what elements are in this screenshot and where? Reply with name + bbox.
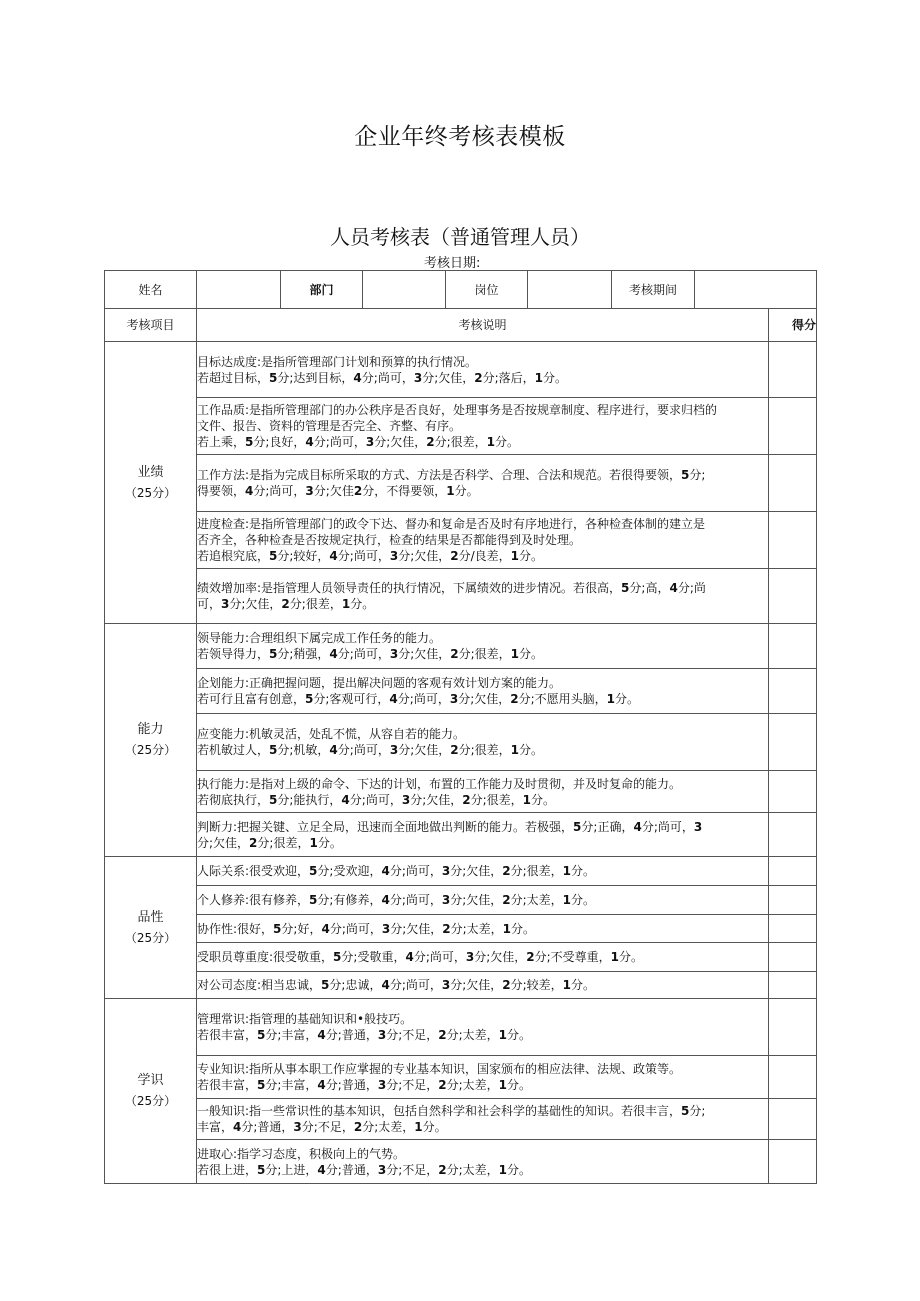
category-name: 学识 (137, 1073, 164, 1088)
criterion-text-line: 应变能力:机敏灵活，处乱不慌，从容自若的能力。 (197, 727, 466, 741)
score-cell[interactable] (769, 943, 817, 972)
criterion-text-line: 文件、报告、资料的管理是否完全、齐整、有序。 (197, 419, 462, 433)
evaluation-table (104, 270, 817, 1184)
criterion-description (197, 455, 769, 512)
criterion-row (105, 813, 817, 857)
assessment-date-label: 考核日期: (424, 256, 481, 271)
criterion-row (105, 1140, 817, 1184)
score-cell[interactable] (769, 342, 817, 398)
criterion-row (105, 398, 817, 455)
criterion-text-line: 受职员尊重度:很受敬重，5分;受敬重，4分;尚可，3分;欠佳，2分;不受尊重，1分。 (197, 950, 644, 964)
name-field[interactable] (197, 271, 281, 309)
criterion-text-line: 协作性:很好，5分;好，4分;尚可，3分;欠佳，2分;太差，1分。 (197, 921, 536, 936)
criterion-description (197, 624, 769, 669)
score-cell[interactable] (769, 857, 817, 886)
criterion-text-line: 一般知识:指一些常识性的基本知识，包括自然科学和社会科学的基础性的知识。若很丰言，5分; (197, 1104, 706, 1118)
criterion-description (197, 972, 769, 999)
criterion-text-line: 判断力:把握关键、立足全局，迅速而全面地做出判断的能力。若极强，5分;正确，4分;尚可，3 (197, 819, 703, 834)
score-cell[interactable] (769, 569, 817, 624)
criterion-row (105, 886, 817, 915)
criterion-row (105, 669, 817, 714)
column-header-row (105, 309, 817, 342)
item-column-header: 考核项目 (105, 309, 197, 342)
score-cell[interactable] (769, 771, 817, 813)
criterion-text-line: 否齐全，各种检查是否按规定执行，检查的结果是否都能得到及时处理。 (197, 533, 582, 547)
description-column-header: 考核说明 (197, 309, 769, 342)
criterion-text-line: 若领导得力，5分;稍强，4分;尚可，3分;欠佳，2分;很差，1分。 (197, 647, 544, 661)
score-cell[interactable] (769, 624, 817, 669)
category-points: （25分） (124, 1094, 177, 1108)
criterion-text-line: 若很丰富，5分;丰富，4分;普通，3分;不足，2分;太差，1分。 (197, 1078, 532, 1092)
criterion-row (105, 455, 817, 512)
position-label: 岗位 (446, 271, 528, 309)
criterion-text-line: 对公司态度:相当忠诚，5分;忠诚，4分;尚可，3分;欠佳，2分;较差，1分。 (197, 978, 596, 992)
criterion-row (105, 943, 817, 972)
criterion-description (197, 915, 769, 943)
criterion-row (105, 342, 817, 398)
criterion-text-line: 个人修养:很有修养，5分;有修养，4分;尚可，3分;欠佳，2分;太差，1分。 (197, 893, 596, 907)
criterion-row (105, 999, 817, 1056)
period-field[interactable] (695, 271, 817, 309)
criterion-text-line: 执行能力:是指对上级的命令、下达的计划，布置的工作能力及时贯彻，并及时复命的能力。 (197, 776, 682, 791)
category-performance (105, 342, 197, 624)
criterion-row (105, 569, 817, 624)
score-cell[interactable] (769, 813, 817, 857)
criterion-text-line: 丰富，4分;普通，3分;不足，2分;太差，1分。 (197, 1120, 447, 1134)
criterion-text-line: 进度检查:是指所管理部门的政令下达、督办和复命是否及时有序地进行，各种检查体制的建立是 (197, 517, 706, 531)
criterion-row (105, 972, 817, 999)
name-label: 姓名 (105, 271, 197, 309)
criterion-row (105, 512, 817, 569)
criterion-text-line: 专业知识:指所从事本职工作应掌握的专业基本知识，国家颁布的相应法律、法规、政策等。 (197, 1062, 682, 1076)
score-cell[interactable] (769, 398, 817, 455)
category-points: （25分） (124, 485, 177, 500)
criterion-description (197, 1140, 769, 1184)
criterion-text-line: 若很丰富，5分;丰富，4分;普通，3分;不足，2分;太差，1分。 (197, 1028, 532, 1042)
score-cell[interactable] (769, 1099, 817, 1140)
category-ability (105, 624, 197, 857)
criterion-text-line: 若上乘，5分;良好，4分;尚可，3分;欠佳，2分;很差，1分。 (197, 435, 520, 449)
score-cell[interactable] (769, 972, 817, 999)
criterion-text-line: 进取心:指学习态度，积极向上的气势。 (197, 1146, 406, 1161)
position-field[interactable] (528, 271, 612, 309)
criterion-text-line: 工作方法:是指为完成目标所采取的方式、方法是否科学、合理、合法和规范。若很得要领，5分; (197, 468, 706, 482)
score-cell[interactable] (769, 999, 817, 1056)
criterion-description (197, 999, 769, 1056)
score-cell[interactable] (769, 669, 817, 714)
evaluation-table-body (105, 271, 817, 1184)
employee-info-row (105, 271, 817, 309)
criterion-description (197, 771, 769, 813)
category-knowledge (105, 999, 197, 1184)
criterion-description (197, 669, 769, 714)
criterion-description (197, 1099, 769, 1140)
category-name: 业绩 (137, 464, 164, 480)
category-character (105, 857, 197, 999)
criterion-text-line: 若可行且富有创意，5分;客观可行，4分;尚可，3分;欠佳，2分;不愿用头脑，1分。 (197, 692, 640, 706)
document-title: 企业年终考核表模板 (354, 124, 566, 150)
criterion-text-line: 管理常识:指管理的基础知识和•般技巧。 (197, 1012, 413, 1026)
criterion-row (105, 915, 817, 943)
criterion-description (197, 886, 769, 915)
criterion-text-line: 若追根究底，5分;较好，4分;尚可，3分;欠佳，2分/良差，1分。 (197, 549, 544, 563)
period-label: 考核期间 (612, 271, 695, 309)
criterion-description (197, 569, 769, 624)
criterion-row (105, 1056, 817, 1099)
criterion-text-line: 可，3分;欠佳，2分;很差，1分。 (197, 597, 375, 611)
score-cell[interactable] (769, 915, 817, 943)
criterion-row (105, 1099, 817, 1140)
criterion-text-line: 绩效增加率:是指管理人员领导责任的执行情况，下属绩效的进步情况。若很高，5分;高，4分;尚 (197, 581, 706, 595)
criterion-description (197, 342, 769, 398)
criterion-description (197, 813, 769, 857)
score-cell[interactable] (769, 714, 817, 771)
criterion-text-line: 工作品质:是指所管理部门的办公秩序是否良好，处理事务是否按规章制度、程序进行，要求归档的 (197, 403, 718, 417)
criterion-text-line: 企划能力:正确把握问题，提出解决问题的客观有效计划方案的能力。 (197, 676, 562, 690)
criterion-text-line: 若机敏过人，5分;机敏，4分;尚可，3分;欠佳，2分;很差，1分。 (197, 743, 544, 757)
criterion-text-line: 分;欠佳，2分;很差，1分。 (197, 835, 342, 850)
category-points: （25分） (124, 930, 177, 945)
criterion-text-line: 领导能力:合理组织下属完成工作任务的能力。 (197, 631, 442, 645)
category-name: 能力 (137, 722, 164, 737)
criterion-text-line: 若超过目标，5分;达到目标，4分;尚可，3分;欠佳，2分;落后，1分。 (197, 370, 568, 385)
category-points: （25分） (124, 743, 177, 757)
criterion-description (197, 857, 769, 886)
score-column-header: 得分 (769, 309, 817, 342)
score-cell[interactable] (769, 455, 817, 512)
department-field[interactable] (363, 271, 446, 309)
criterion-description (197, 398, 769, 455)
criterion-text-line: 目标达成度:是指所管理部门计划和预算的执行情况。 (197, 354, 478, 369)
department-label: 部门 (281, 271, 363, 309)
score-cell[interactable] (769, 1056, 817, 1099)
category-name: 品性 (137, 909, 164, 925)
criterion-text-line: 人际关系:很受欢迎，5分;受欢迎，4分;尚可，3分;欠佳，2分;很差，1分。 (197, 864, 596, 878)
criterion-description (197, 1056, 769, 1099)
criterion-description (197, 512, 769, 569)
criterion-row (105, 624, 817, 669)
score-cell[interactable] (769, 512, 817, 569)
criterion-description (197, 714, 769, 771)
criterion-text-line: 得要领，4分;尚可，3分;欠佳2分，不得要领，1分。 (197, 484, 479, 498)
criterion-text-line: 若彻底执行，5分;能执行，4分;尚可，3分;欠佳，2分;很差，1分。 (197, 792, 556, 807)
criterion-description (197, 943, 769, 972)
criterion-row (105, 771, 817, 813)
table-title: 人员考核表（普通管理人员） (330, 225, 590, 249)
criterion-text-line: 若很上进，5分;上进，4分;普通，3分;不足，2分;太差，1分。 (197, 1162, 532, 1177)
score-cell[interactable] (769, 886, 817, 915)
criterion-row (105, 857, 817, 886)
criterion-row (105, 714, 817, 771)
score-cell[interactable] (769, 1140, 817, 1184)
